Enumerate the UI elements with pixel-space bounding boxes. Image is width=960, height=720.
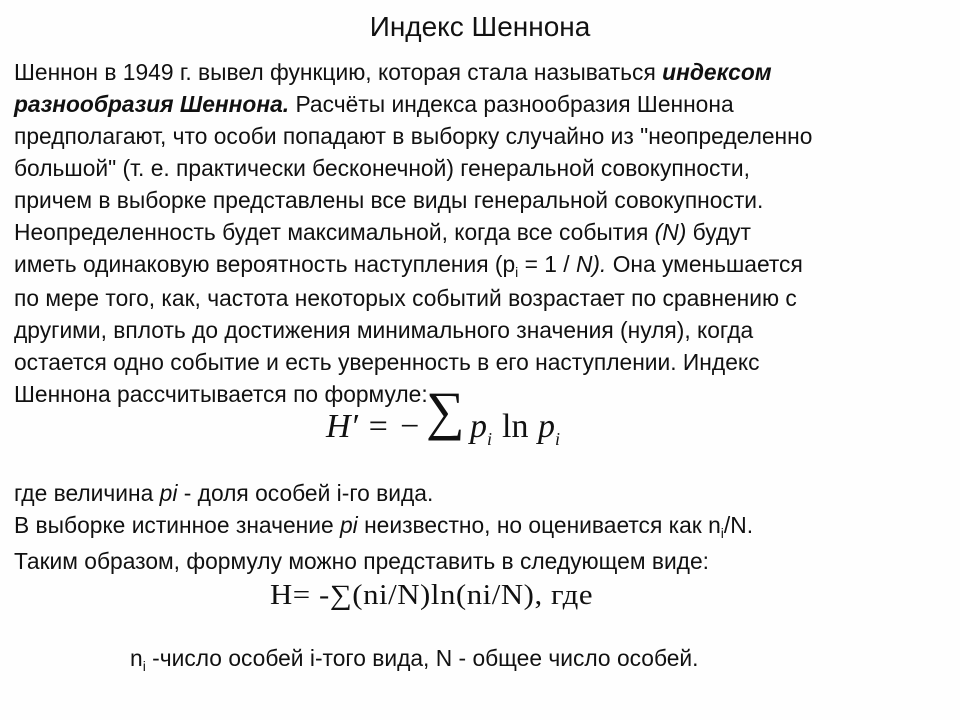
text-segment: иметь одинаковую вероятность наступления (p (14, 251, 516, 277)
text-line (14, 248, 954, 282)
text-segment: будут (686, 219, 751, 245)
main-paragraph (14, 56, 954, 410)
italic-symbol: pi (339, 512, 358, 538)
text-segment: где величина (14, 480, 160, 506)
formula-lhs: H′ = − (326, 408, 421, 445)
shannon-formula (326, 381, 626, 468)
text-segment: -число особей i-того вида, N - общее число особей. (145, 645, 699, 671)
formula-ln: ln (502, 408, 529, 445)
formula-term-p: $p_i$ (538, 408, 561, 449)
italic-symbol: (N) (654, 219, 687, 245)
text-segment: Неопределенность будет максимальной, когда все события (14, 219, 655, 245)
text-line (14, 216, 954, 248)
text-segment: /N. (723, 512, 754, 538)
formula-term-p: $p_i$ (470, 408, 493, 449)
text-line: большой" (т. е. практически бесконечной) генеральной совокупности, (14, 155, 750, 181)
text-line (14, 510, 954, 540)
text-segment: = 1 / (518, 251, 576, 277)
text-segment: n (130, 645, 143, 671)
text-segment: неизвестно, но оценивается как n (357, 512, 721, 538)
subscript: i (142, 658, 146, 674)
sigma-symbol: ∑ (426, 381, 465, 441)
text-line: другими, вплоть до достижения минимального значения (нуля), когда (14, 317, 754, 343)
text-line: остается одно событие и есть уверенность в его наступлении. Индекс (14, 349, 760, 375)
italic-symbol: pi (159, 480, 178, 506)
text-line: по мере того, как, частота некоторых событий возрастает по сравнению с (14, 285, 797, 311)
emphasis-term: индексом (662, 59, 772, 85)
italic-symbol: N). (575, 251, 607, 277)
text-line: Шеннона рассчитывается по формуле: (14, 381, 428, 407)
text-segment: Шеннон в 1949 г. вывел функцию, которая стала называться (14, 59, 663, 85)
text-segment: - доля особей i-го вида. (177, 480, 434, 506)
subscript: i (515, 264, 519, 280)
text-line (14, 88, 954, 120)
text-line: Таким образом, формулу можно представить в следующем виде: (14, 548, 709, 574)
text-segment: Она уменьшается (606, 251, 803, 277)
definition-note (130, 642, 930, 674)
shannon-formula-expanded: H= -∑(ni/N)ln(ni/N), где (270, 580, 594, 611)
slide-title: Индекс Шеннона (369, 11, 591, 42)
text-segment: Расчёты индекса разнообразия Шеннона (289, 91, 734, 117)
subscript: i (720, 525, 724, 541)
text-segment: В выборке истинное значение (14, 512, 340, 538)
text-line (14, 478, 954, 508)
emphasis-term: разнообразия Шеннона. (14, 91, 290, 117)
text-line (14, 56, 954, 88)
text-line: причем в выборке представлены все виды генеральной совокупности. (14, 187, 764, 213)
text-line: предполагают, что особи попадают в выборку случайно из "неопределенно (14, 123, 813, 149)
